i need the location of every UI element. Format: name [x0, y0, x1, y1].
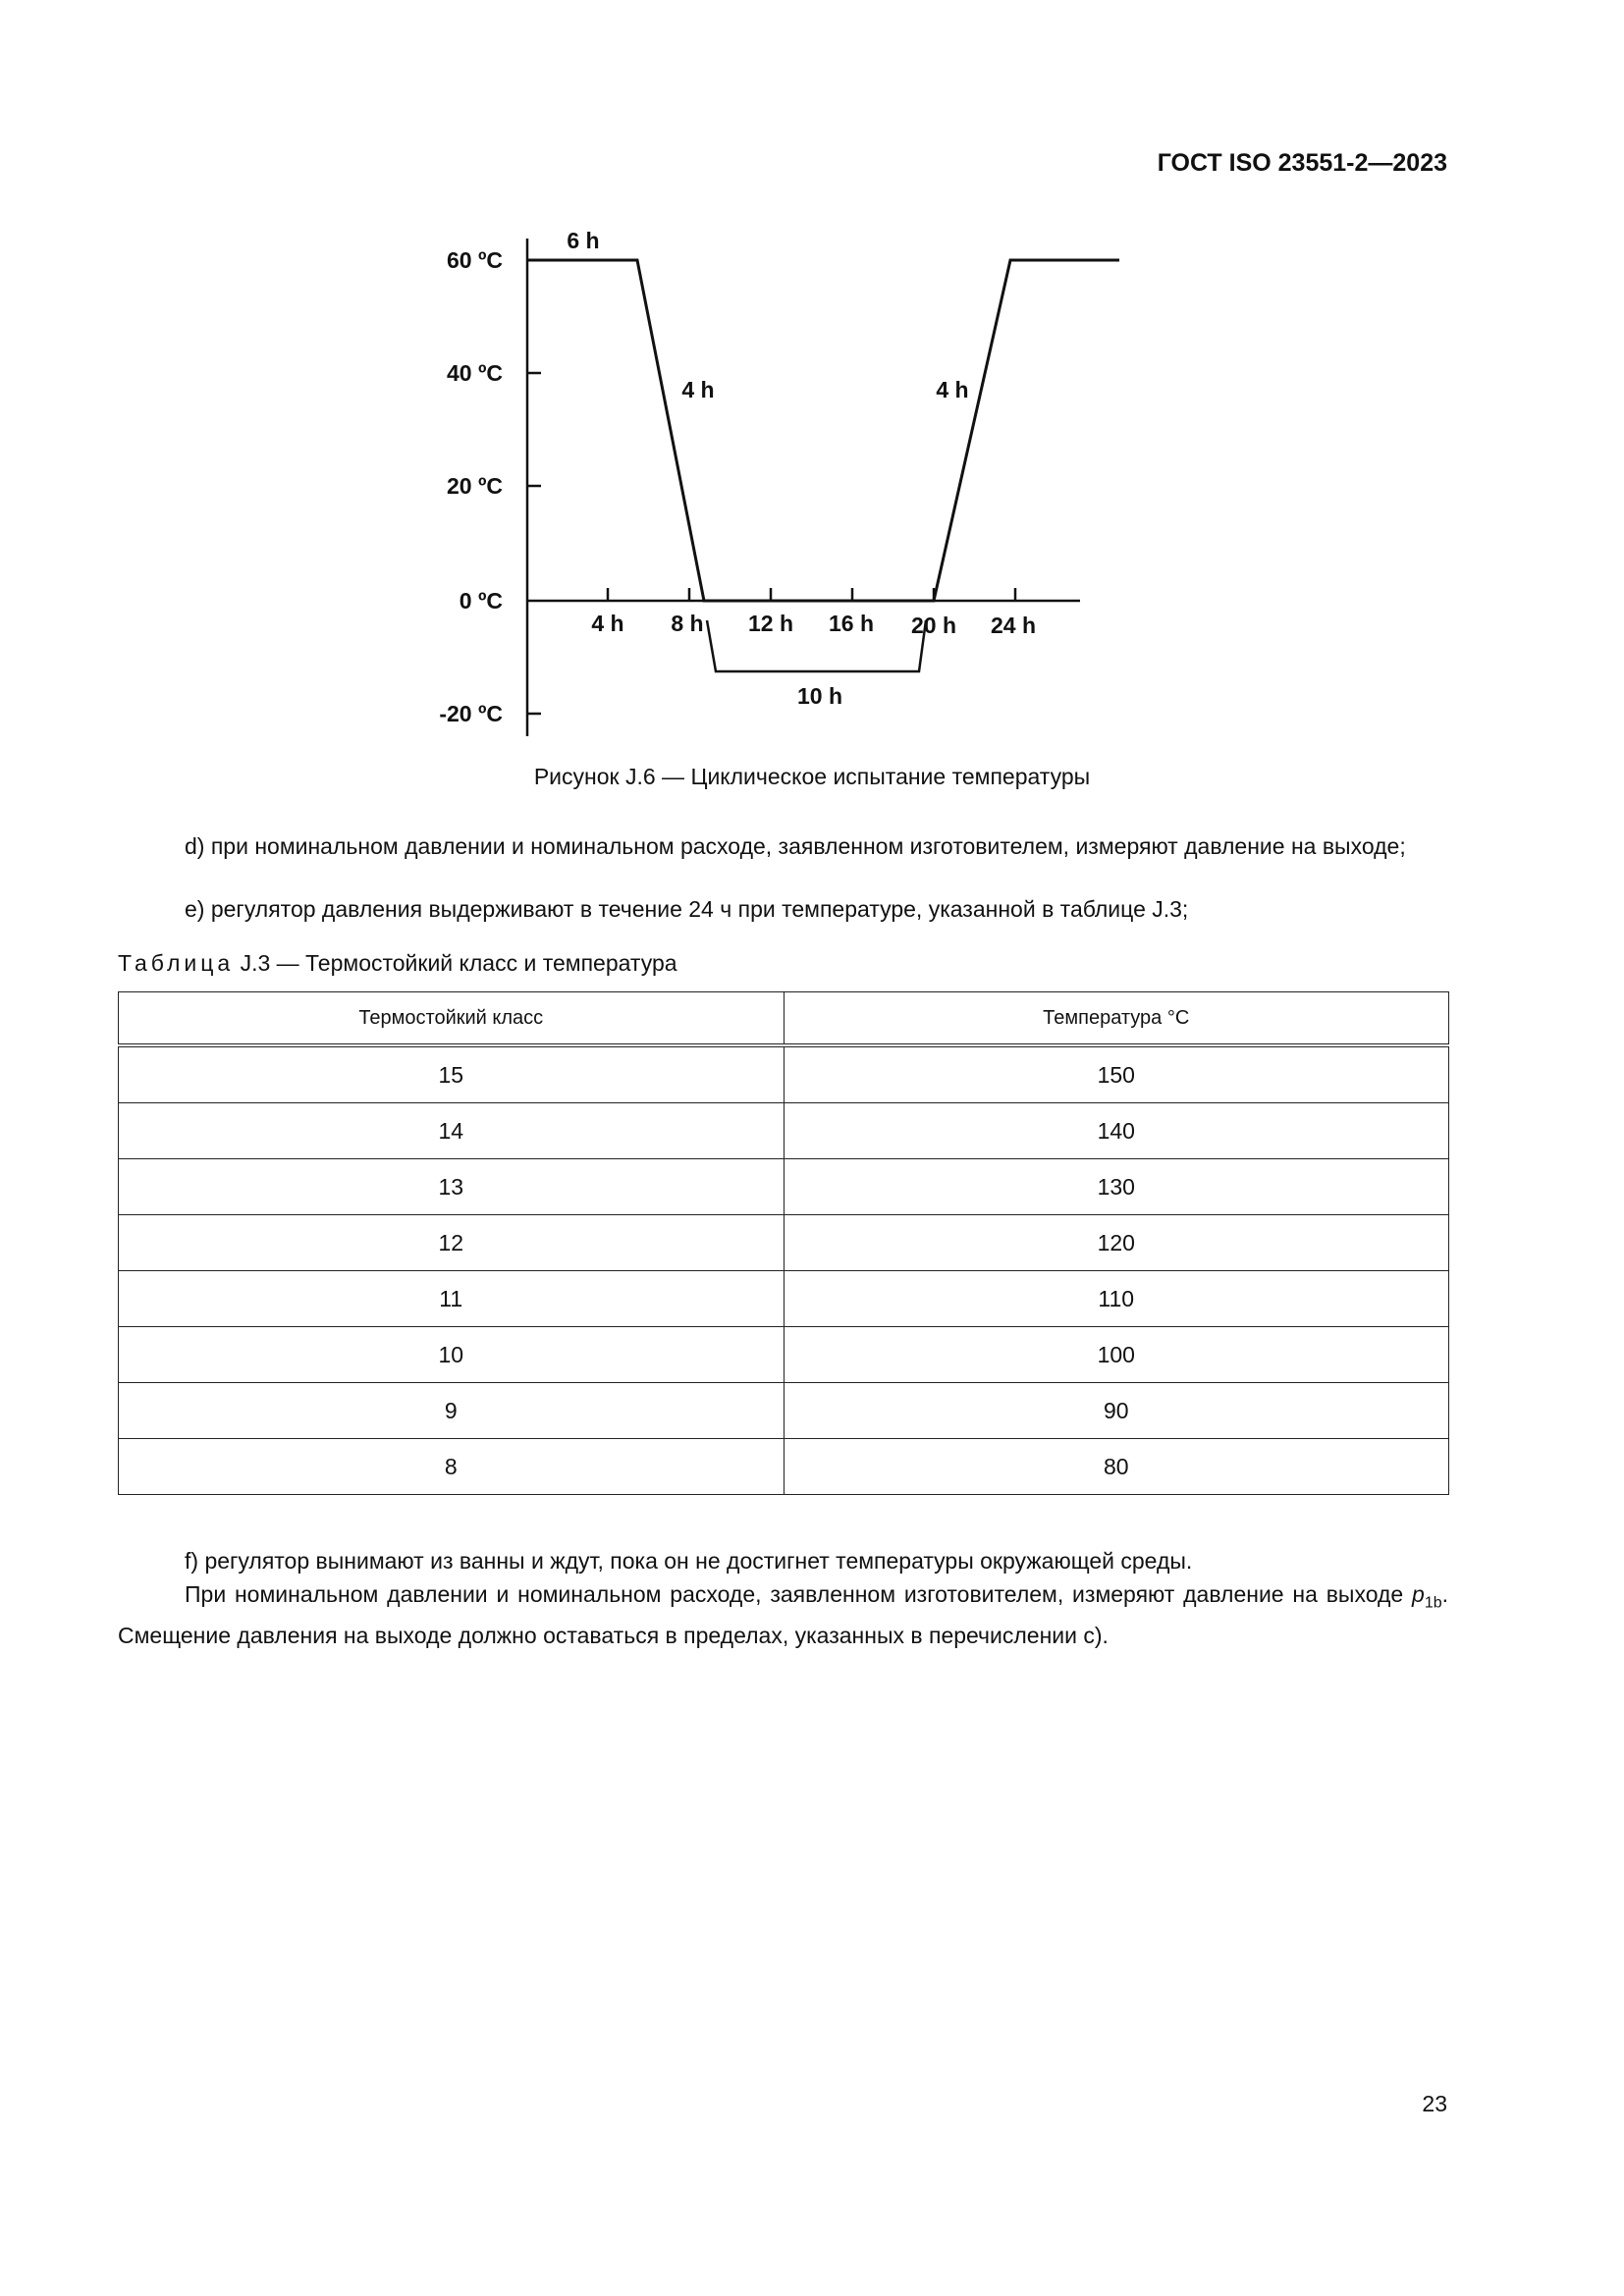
table-cell: 140: [784, 1103, 1449, 1159]
table-cell: 120: [784, 1215, 1449, 1271]
y-label: 20 ºC: [447, 473, 503, 499]
table-cell: 150: [784, 1045, 1449, 1103]
table-cell: 13: [119, 1159, 785, 1215]
table-row: [119, 1271, 1449, 1327]
table-cell: 15: [119, 1045, 785, 1103]
table-cell: 10: [119, 1327, 785, 1383]
x-label: 24 h: [990, 613, 1037, 638]
table-row: [119, 1159, 1449, 1215]
table-cell: 12: [119, 1215, 785, 1271]
x-label: 20 h: [910, 613, 957, 638]
table-cell: 80: [784, 1439, 1449, 1495]
table-cell: 8: [119, 1439, 785, 1495]
page-number: 23: [1422, 2091, 1447, 2116]
table-row: [119, 1215, 1449, 1271]
paragraph-e: e) регулятор давления выдерживают в течение 24 ч при температуре, указанной в таблице J.3;: [185, 896, 1189, 922]
temperature-profile-line: [527, 260, 1119, 601]
top-hold-label: 6 h: [567, 228, 600, 253]
table-row: [119, 1439, 1449, 1495]
table-row: [119, 1103, 1449, 1159]
table-title-word: Таблица: [118, 950, 235, 976]
table-row: [119, 1327, 1449, 1383]
paragraph-f: f) регулятор вынимают из ванны и ждут, пока он не достигнет температуры окружающей среды.: [185, 1548, 1193, 1574]
x-label: 4 h: [591, 611, 624, 636]
document-id: ГОСТ ISO 23551-2—2023: [1157, 149, 1447, 177]
column-header: Термостойкий класс: [119, 992, 785, 1046]
thermal-class-table: [118, 991, 1449, 1495]
table-cell: 130: [784, 1159, 1449, 1215]
paragraph-final: [118, 1578, 1448, 1651]
temperature-cycle-diagram: [412, 221, 1159, 751]
x-label: 12 h: [747, 611, 794, 636]
table-cell: 110: [784, 1271, 1449, 1327]
paragraph-d: d) при номинальном давлении и номинальном расходе, заявленном изготовителем, измеряют давление на выходе;: [185, 833, 1406, 859]
x-label: 8 h: [671, 611, 704, 636]
table-header-row: [119, 992, 1449, 1046]
temperature-cycle-figure: [412, 221, 1159, 751]
y-label: -20 ºC: [439, 701, 503, 726]
table-cell: 11: [119, 1271, 785, 1327]
pressure-subscript: 1b: [1424, 1594, 1442, 1612]
pressure-symbol: p: [1412, 1581, 1425, 1607]
table-cell: 9: [119, 1383, 785, 1439]
ramp-up-label: 4 h: [936, 377, 969, 402]
column-header: Температура °C: [784, 992, 1449, 1046]
y-label: 0 ºC: [459, 588, 503, 614]
y-label: 40 ºC: [447, 360, 503, 386]
table-title-text: J.3 — Термостойкий класс и температура: [234, 950, 677, 976]
paragraph-final-text: При номинальном давлении и номинальном расходе, заявленном изготовителем, измеряют давление на выходе: [185, 1581, 1413, 1607]
paragraph-final-text: . Смещение давления на выходе должно оставаться в пределах, указанных в перечислении c).: [118, 1581, 1448, 1648]
table-row: [119, 1383, 1449, 1439]
table-cell: 90: [784, 1383, 1449, 1439]
bottom-hold-bracket: [707, 620, 926, 671]
table-row: [119, 1045, 1449, 1103]
table-cell: 14: [119, 1103, 785, 1159]
table-cell: 100: [784, 1327, 1449, 1383]
x-label: 16 h: [828, 611, 875, 636]
table-title: [118, 950, 677, 977]
bottom-hold-label: 10 h: [796, 683, 843, 709]
y-label: 60 ºC: [447, 247, 503, 273]
figure-caption: Рисунок J.6 — Циклическое испытание температуры: [533, 764, 1091, 789]
ramp-down-label: 4 h: [681, 377, 715, 402]
